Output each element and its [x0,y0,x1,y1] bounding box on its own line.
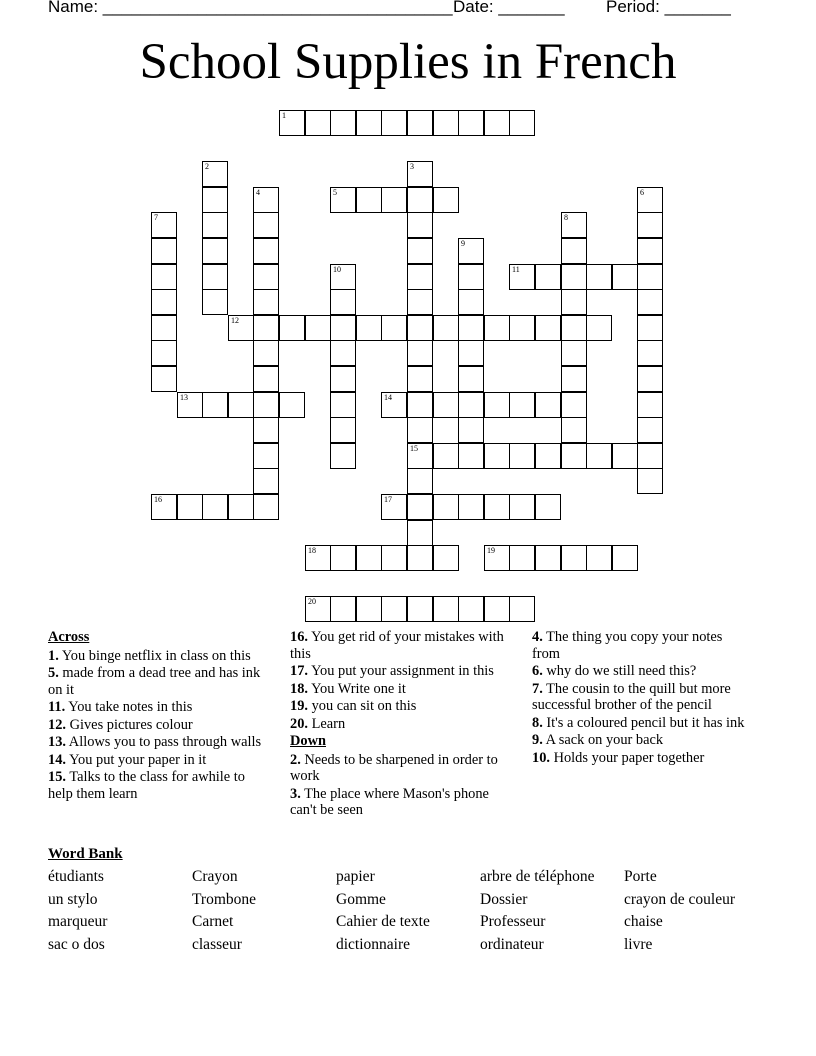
crossword-cell[interactable] [330,545,356,571]
crossword-cell[interactable] [151,315,177,341]
crossword-cell[interactable] [407,212,433,238]
crossword-cell[interactable] [202,392,228,418]
crossword-cell[interactable] [151,494,177,520]
crossword-cell[interactable] [381,596,407,622]
clue-item [532,629,747,662]
crossword-cell[interactable] [253,340,279,366]
clue-number: 18 [308,546,316,555]
clue-text: The cousin to the quill but more successful brother of the pencil [532,680,731,713]
crossword-cell[interactable] [305,110,331,136]
down-clue-list-2 [532,629,747,766]
clue-number-label: 11. [48,699,66,715]
crossword-cell[interactable] [433,187,459,213]
crossword-cell[interactable] [637,187,663,213]
clues-column-1 [48,629,270,803]
crossword-cell[interactable] [535,264,561,290]
crossword-cell[interactable] [151,366,177,392]
crossword-cell[interactable] [177,494,203,520]
crossword-cell[interactable] [561,392,587,418]
crossword-cell[interactable] [509,110,535,136]
crossword-cell[interactable] [305,315,331,341]
crossword-cell[interactable] [253,468,279,494]
crossword-cell[interactable] [458,289,484,315]
clue-number: 10 [333,265,341,274]
crossword-cell[interactable] [407,468,433,494]
clue-text: Needs to be sharpened in order to work [290,751,498,784]
crossword-cell[interactable] [458,315,484,341]
clue-text: Talks to the class for awhile to help them learn [48,769,245,802]
clue-item [48,769,270,802]
crossword-cell[interactable] [407,264,433,290]
crossword-cell[interactable] [561,264,587,290]
crossword-cell[interactable] [330,443,356,469]
crossword-cell[interactable] [407,289,433,315]
clue-item [48,665,270,698]
clue-text: You binge netflix in class on this [58,647,251,664]
clue-number: 7 [154,213,158,222]
clue-item [532,681,747,714]
crossword-cell[interactable] [151,264,177,290]
clue-number: 15 [410,444,418,453]
crossword-cell[interactable] [535,494,561,520]
clue-text: You get rid of your mistakes with this [290,629,504,662]
clue-number-label: 9. [532,732,543,748]
down-heading: Down [290,733,326,749]
crossword-cell[interactable] [407,392,433,418]
crossword-cell[interactable] [305,545,331,571]
crossword-cell[interactable] [202,212,228,238]
crossword-cell[interactable] [484,596,510,622]
crossword-cell[interactable] [458,238,484,264]
crossword-cell[interactable] [484,315,510,341]
crossword-cell[interactable] [509,392,535,418]
clues-column-2 [290,629,510,820]
crossword-cell[interactable] [407,494,433,520]
crossword-cell[interactable] [509,596,535,622]
crossword-cell[interactable] [202,289,228,315]
clue-number: 6 [640,188,644,197]
crossword-cell[interactable] [381,110,407,136]
crossword-cell[interactable] [356,596,382,622]
crossword-cell[interactable] [202,187,228,213]
crossword-cell[interactable] [151,238,177,264]
crossword-cell[interactable] [458,366,484,392]
word-bank-item: Cahier de texte [336,913,430,931]
crossword-cell[interactable] [279,315,305,341]
clue-number: 8 [564,213,568,222]
crossword-cell[interactable] [561,315,587,341]
clue-item [48,734,270,751]
clue-number: 11 [512,265,520,274]
crossword-cell[interactable] [458,340,484,366]
crossword-cell[interactable] [637,264,663,290]
crossword-cell[interactable] [202,161,228,187]
crossword-cell[interactable] [381,392,407,418]
clue-item [532,732,747,749]
clue-text: You Write one it [308,680,406,697]
word-bank-item: Trombone [192,890,257,908]
clue-item [290,681,510,698]
crossword-cell[interactable] [509,494,535,520]
clue-text: You take notes in this [65,699,193,715]
crossword-cell[interactable] [151,212,177,238]
crossword-cell[interactable] [637,289,663,315]
crossword-cell[interactable] [330,340,356,366]
clue-number-label: 10. [532,749,550,766]
crossword-cell[interactable] [458,110,484,136]
crossword-cell[interactable] [228,494,254,520]
crossword-cell[interactable] [484,110,510,136]
clue-item [48,717,270,734]
crossword-cell[interactable] [484,392,510,418]
crossword-cell[interactable] [637,417,663,443]
crossword-cell[interactable] [586,545,612,571]
crossword-cell[interactable] [458,417,484,443]
word-bank-item: Dossier [480,890,528,908]
crossword-cell[interactable] [356,545,382,571]
clue-number-label: 12. [48,716,66,733]
crossword-cell[interactable] [330,264,356,290]
clue-item [290,698,510,715]
period-field[interactable]: Period: _______ [606,0,731,16]
crossword-cell[interactable] [407,417,433,443]
crossword-cell[interactable] [484,545,510,571]
clue-text: You put your paper in it [66,751,207,768]
crossword-cell[interactable] [356,187,382,213]
crossword-cell[interactable] [279,110,305,136]
crossword-cell[interactable] [561,340,587,366]
clue-number-label: 20. [290,715,308,732]
crossword-cell[interactable] [458,596,484,622]
crossword-cell[interactable] [330,417,356,443]
name-field[interactable]: Name: _____________________________________ [48,0,453,16]
crossword-cell[interactable] [509,315,535,341]
crossword-cell[interactable] [177,392,203,418]
crossword-cell[interactable] [637,238,663,264]
clue-text: Learn [308,715,346,732]
across-heading: Across [48,629,90,645]
clue-item [290,752,510,785]
word-bank-item: arbre de téléphone [480,868,595,885]
word-bank-item: Professeur [480,913,546,931]
word-bank-item: Crayon [192,868,238,885]
clue-item [532,663,747,680]
clue-item [290,716,510,733]
crossword-cell[interactable] [407,340,433,366]
crossword-cell[interactable] [330,366,356,392]
crossword-cell[interactable] [381,545,407,571]
crossword-cell[interactable] [253,264,279,290]
crossword-cell[interactable] [561,289,587,315]
crossword-cell[interactable] [433,392,459,418]
clue-number: 14 [384,393,392,402]
clue-number-label: 6. [532,663,543,679]
crossword-cell[interactable] [535,315,561,341]
crossword-cell[interactable] [433,315,459,341]
crossword-cell[interactable] [407,161,433,187]
crossword-cell[interactable] [202,494,228,520]
crossword-cell[interactable] [253,494,279,520]
word-bank-item: dictionnaire [336,935,411,953]
crossword-cell[interactable] [637,468,663,494]
crossword-cell[interactable] [253,392,279,418]
crossword-cell[interactable] [458,443,484,469]
clue-text: A sack on your back [542,732,664,748]
crossword-cell[interactable] [253,187,279,213]
clue-number-label: 1. [48,647,59,664]
word-bank-item: ordinateur [480,935,544,953]
clue-item [532,750,747,767]
crossword-cell[interactable] [202,238,228,264]
clue-text: Gives pictures colour [66,716,193,733]
clue-text: The place where Mason's phone can't be seen [290,785,489,818]
crossword-cell[interactable] [253,212,279,238]
crossword-cell[interactable] [612,443,638,469]
clue-number-label: 2. [290,751,301,768]
crossword-cell[interactable] [637,392,663,418]
clue-number-label: 4. [532,629,543,645]
word-bank-item: chaise [624,913,663,931]
clue-number-label: 13. [48,734,66,750]
crossword-cell[interactable] [561,417,587,443]
crossword-cell[interactable] [407,366,433,392]
clues-column-3 [532,629,747,767]
page-title: School Supplies in French [139,34,677,90]
clue-number-label: 16. [290,629,308,645]
word-bank-item: crayon de couleur [624,890,736,908]
word-bank-item: Porte [624,868,657,885]
across-clue-list-2 [290,629,510,732]
crossword-cell[interactable] [330,315,356,341]
clue-number-label: 7. [532,680,543,697]
crossword-cell[interactable] [458,392,484,418]
clue-number: 19 [487,546,495,555]
crossword-cell[interactable] [228,392,254,418]
clue-number: 2 [205,162,209,171]
clue-item [532,715,747,732]
clue-text: You put your assignment in this [308,663,494,679]
crossword-cell[interactable] [330,289,356,315]
crossword-cell[interactable] [228,315,254,341]
crossword-cell[interactable] [330,110,356,136]
crossword-cell[interactable] [356,315,382,341]
crossword-cell[interactable] [561,212,587,238]
clue-number-label: 8. [532,714,543,731]
clue-number: 9 [461,239,465,248]
crossword-cell[interactable] [433,110,459,136]
crossword-cell[interactable] [484,494,510,520]
crossword-cell[interactable] [509,545,535,571]
word-bank-item: Gomme [336,890,386,908]
clue-text: made from a dead tree and has ink on it [48,665,261,698]
crossword-cell[interactable] [484,443,510,469]
clue-number: 3 [410,162,414,171]
crossword-cell[interactable] [356,110,382,136]
clue-number: 13 [180,393,188,402]
crossword-cell[interactable] [279,392,305,418]
crossword-cell[interactable] [561,366,587,392]
clue-number: 1 [282,111,286,120]
clue-number: 5 [333,188,337,197]
crossword-cell[interactable] [612,264,638,290]
clue-number: 17 [384,495,392,504]
clue-number: 16 [154,495,162,504]
crossword-cell[interactable] [407,520,433,546]
down-clue-list-1 [290,752,510,819]
crossword-cell[interactable] [433,443,459,469]
crossword-cell[interactable] [407,187,433,213]
clue-number: 4 [256,188,260,197]
clue-text: Holds your paper together [550,749,705,766]
crossword-cell[interactable] [407,443,433,469]
clue-item [290,663,510,680]
crossword-cell[interactable] [458,264,484,290]
crossword-cell[interactable] [586,264,612,290]
crossword-cell[interactable] [407,596,433,622]
word-bank-title: Word Bank [48,846,123,862]
crossword-cell[interactable] [586,443,612,469]
clue-number-label: 5. [48,665,59,681]
clue-text: It's a coloured pencil but it has ink [542,714,745,731]
crossword-cell[interactable] [253,417,279,443]
crossword-cell[interactable] [381,187,407,213]
clue-text: The thing you copy your notes from [532,629,723,662]
clue-item [48,648,270,665]
crossword-cell[interactable] [305,596,331,622]
date-field[interactable]: Date: _______ [453,0,565,16]
crossword-cell[interactable] [509,443,535,469]
crossword-cell[interactable] [253,315,279,341]
crossword-cell[interactable] [151,340,177,366]
crossword-cell[interactable] [253,238,279,264]
crossword-cell[interactable] [407,545,433,571]
clue-number-label: 15. [48,769,66,785]
clue-text: Allows you to pass through walls [66,734,262,750]
word-bank-item: papier [336,868,375,885]
crossword-cell[interactable] [433,596,459,622]
crossword-cell[interactable] [433,494,459,520]
across-clue-list-1 [48,648,270,803]
word-bank-item: marqueur [48,913,108,931]
crossword-cell[interactable] [637,443,663,469]
word-bank-item: étudiants [48,868,104,885]
crossword-cell[interactable] [637,212,663,238]
crossword-cell[interactable] [535,545,561,571]
clue-text: why do we still need this? [542,663,697,679]
clue-number: 12 [231,316,239,325]
crossword-cell[interactable] [561,443,587,469]
crossword-cell[interactable] [509,264,535,290]
crossword-cell[interactable] [151,289,177,315]
crossword-cell[interactable] [407,110,433,136]
clue-item [290,786,510,819]
crossword-cell[interactable] [330,187,356,213]
crossword-cell[interactable] [458,494,484,520]
crossword-cell[interactable] [253,289,279,315]
word-bank-item: classeur [192,935,242,953]
crossword-cell[interactable] [253,366,279,392]
crossword-cell[interactable] [407,238,433,264]
clue-number-label: 3. [290,785,301,802]
clue-item [48,752,270,769]
clue-item [290,629,510,662]
word-bank-item: Carnet [192,913,234,931]
clue-text: you can sit on this [308,698,417,714]
crossword-cell[interactable] [202,264,228,290]
crossword-cell[interactable] [253,443,279,469]
crossword-cell[interactable] [612,545,638,571]
crossword-cell[interactable] [381,494,407,520]
word-bank-item: livre [624,935,653,953]
crossword-cell[interactable] [637,315,663,341]
crossword-cell[interactable] [535,392,561,418]
crossword-cell[interactable] [561,238,587,264]
clue-number-label: 18. [290,680,308,697]
clue-item [48,699,270,716]
crossword-cell[interactable] [561,545,587,571]
word-bank-item: sac o dos [48,935,105,953]
crossword-cell[interactable] [330,392,356,418]
clue-number-label: 19. [290,698,308,714]
clue-number-label: 14. [48,751,66,768]
clue-number: 20 [308,597,316,606]
crossword-cell[interactable] [637,340,663,366]
crossword-cell[interactable] [433,545,459,571]
crossword-cell[interactable] [637,366,663,392]
crossword-cell[interactable] [407,315,433,341]
clue-number-label: 17. [290,663,308,679]
crossword-cell[interactable] [586,315,612,341]
crossword-cell[interactable] [330,596,356,622]
crossword-cell[interactable] [381,315,407,341]
word-bank-item: un stylo [48,890,98,908]
crossword-cell[interactable] [535,443,561,469]
